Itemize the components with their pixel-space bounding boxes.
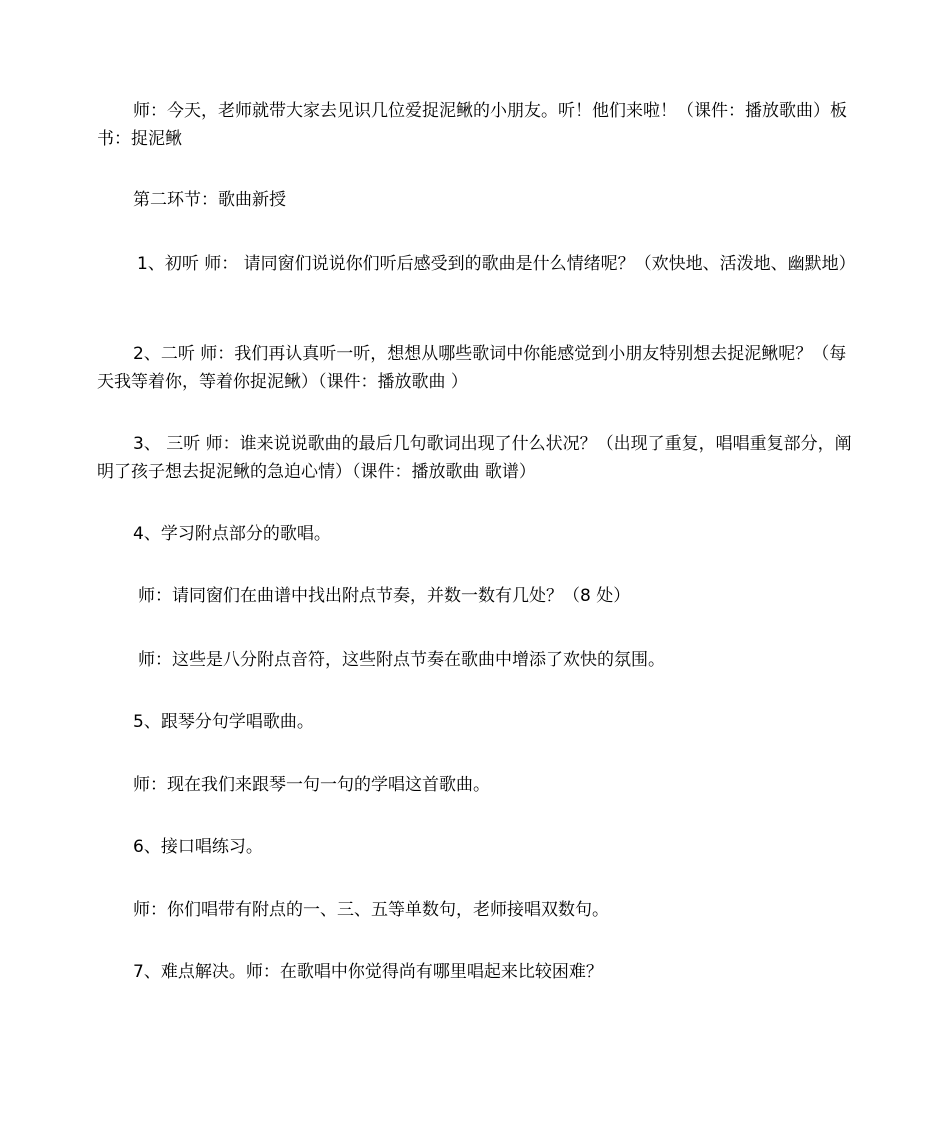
paragraph-dotted-rhythm: 4、学习附点部分的歌唱。 xyxy=(133,524,331,544)
paragraph-intro: 师：今天，老师就带大家去见识几位爱捉泥鳅的小朋友。听！他们来啦！（课件：播放歌曲）板书：捉泥鳅 xyxy=(97,101,847,149)
section-heading-new-song: 第二环节：歌曲新授 xyxy=(133,190,286,210)
paragraph-first-listen: 1、初听 师： 请同窗们说说你们听后感受到的歌曲是什么情绪呢？（欢快地、活泼地、幽默地） xyxy=(137,254,856,274)
paragraph-relay-explain: 师：你们唱带有附点的一、三、五等单数句，老师接唱双数句。 xyxy=(133,900,609,920)
paragraph-relay-singing: 6、接口唱练习。 xyxy=(133,837,263,857)
paragraph-learn-with-piano: 5、跟琴分句学唱歌曲。 xyxy=(133,712,314,732)
paragraph-dotted-explain: 师：这些是八分附点音符，这些附点节奏在歌曲中增添了欢快的氛围。 xyxy=(138,650,665,670)
paragraph-third-listen: 3、 三听 师：谁来说说歌曲的最后几句歌词出现了什么状况？（出现了重复，唱唱重复部分，阐明了孩子想去捉泥鳅的急迫心情）（课件：播放歌曲 歌谱） xyxy=(97,434,852,482)
paragraph-find-dotted: 师：请同窗们在曲谱中找出附点节奏，并数一数有几处？（8 处） xyxy=(138,586,631,606)
paragraph-teacher-piano: 师：现在我们来跟琴一句一句的学唱这首歌曲。 xyxy=(133,775,490,795)
paragraph-second-listen: 2、二听 师：我们再认真听一听，想想从哪些歌词中你能感觉到小朋友特别想去捉泥鳅呢？（每天我等着你，等着你捉泥鳅）（课件：播放歌曲 ） xyxy=(97,344,847,392)
paragraph-difficulty: 7、难点解决。师：在歌唱中你觉得尚有哪里唱起来比较困难？ xyxy=(133,962,603,982)
